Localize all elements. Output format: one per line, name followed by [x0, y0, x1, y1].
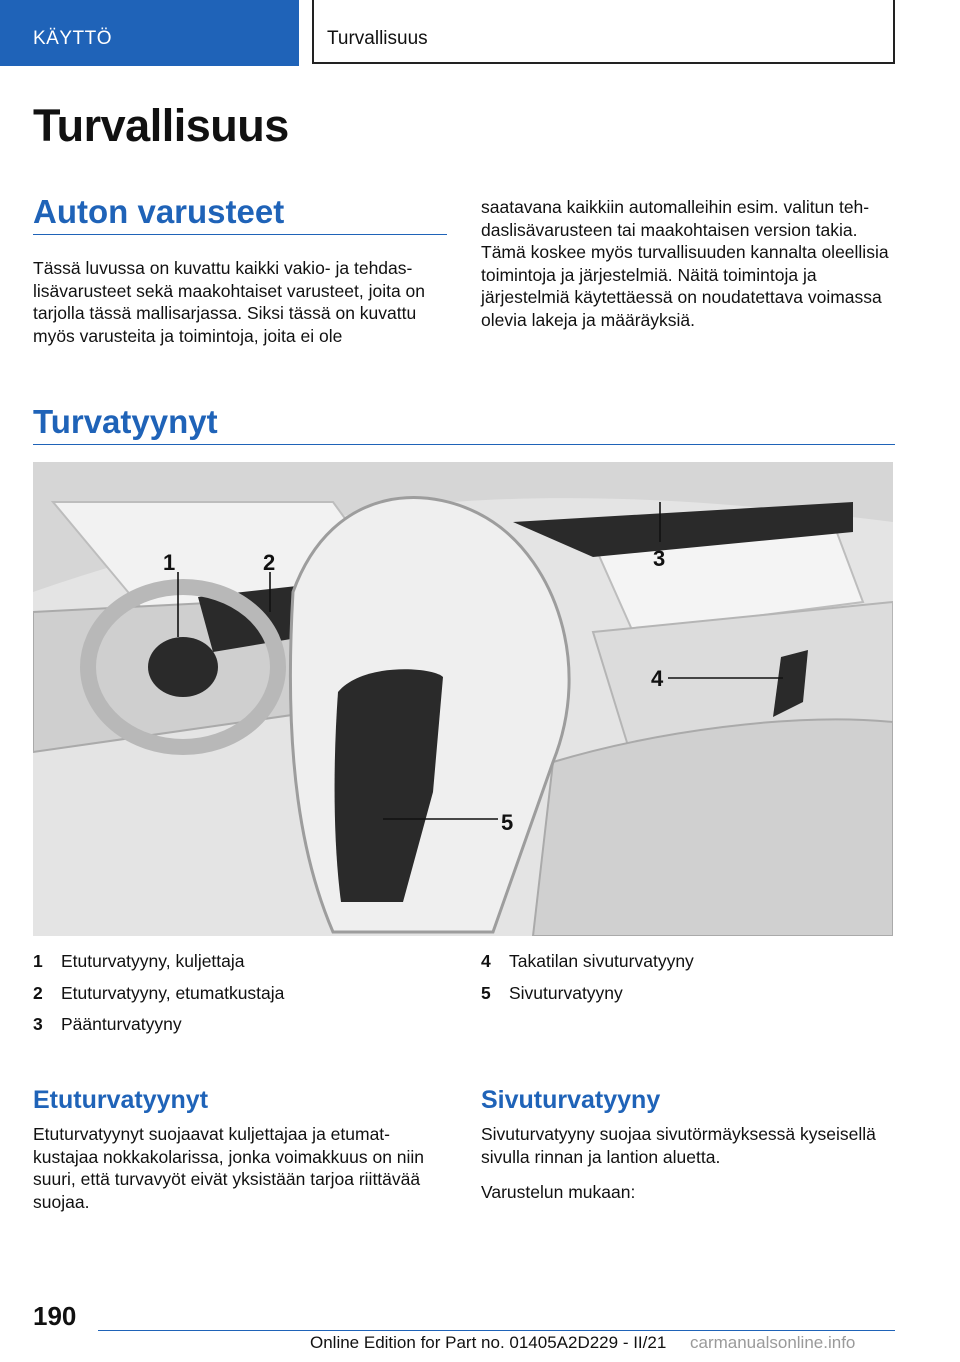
legend-right [481, 946, 895, 1009]
callout-4: 4 [651, 666, 664, 691]
section-heading-equipment: Auton varusteet [33, 193, 285, 230]
page-number: 190 [33, 1301, 77, 1331]
side-airbag-text-2: Varustelun mukaan: [481, 1182, 636, 1202]
legend-item: 5 Sivuturvatyyny [481, 982, 623, 1003]
topic-header: Turvallisuus [312, 0, 895, 64]
front-airbags-text: Etuturvatyynyt suojaavat kuljettajaa ja etumatkustajaa nokkakolarissa, jonka voimakkuus on niin suuri, että turvavyöt eivät yksistään tarjoa riittävää suojaa. [33, 1124, 425, 1212]
callout-3: 3 [653, 546, 666, 571]
equipment-paragraph-right: saatavana kaikkiin automalleihin esim. valitun tehdaslisävarusteen tai maakohtaisen version takia. Tämä koskee myös turvallisuuden kannalta oleellisia toimintoja ja järjestelmiä. Näitä toimintoja ja järjestelmiä käytettäessä on noudatettava voimassa olevia lakeja ja määräyksiä. [481, 197, 889, 330]
footer-edition: Online Edition for Part no. 01405A2D229 - II/21 [310, 1333, 667, 1352]
driver-airbag [148, 637, 218, 697]
front-airbags-heading: Etuturvatyynyt [33, 1086, 209, 1114]
page-title: Turvallisuus [33, 100, 289, 151]
section-heading-airbags: Turvatyynyt [33, 403, 218, 440]
legend-item: 2 Etuturvatyyny, etumatkustaja [33, 982, 285, 1003]
side-airbag-text: Sivuturvatyyny suojaa sivutörmäyksessä kyseisellä sivulla rinnan ja lantion aluetta. [481, 1124, 876, 1167]
callout-1: 1 [163, 550, 176, 575]
footer-rule [98, 1330, 895, 1331]
rear-seat [533, 719, 893, 936]
callout-5: 5 [501, 810, 514, 835]
legend-item: 1 Etuturvatyyny, kuljettaja [33, 951, 245, 971]
watermark: carmanualsonline.info [690, 1333, 856, 1352]
legend-item: 4 Takatilan sivuturvatyyny [481, 951, 694, 971]
chapter-tab[interactable]: KÄYTTÖ [0, 0, 299, 66]
legend-left [33, 946, 447, 1041]
equipment-paragraph-left: Tässä luvussa on kuvattu kaikki vakio- ja tehdaslisävarusteet sekä maakohtaiset varusteet, joita on tarjolla tässä mallisarjassa. Siksi tässä on kuvattu myös varusteita ja toimintoja, joita ei ole [33, 258, 426, 346]
legend-item: 3 Päänturvatyyny [33, 1014, 182, 1034]
heading-rule [33, 234, 447, 235]
heading-rule [33, 444, 895, 445]
airbag-illustration [33, 462, 893, 936]
callout-2: 2 [263, 550, 276, 575]
side-airbag-heading: Sivuturvatyyny [481, 1086, 661, 1114]
